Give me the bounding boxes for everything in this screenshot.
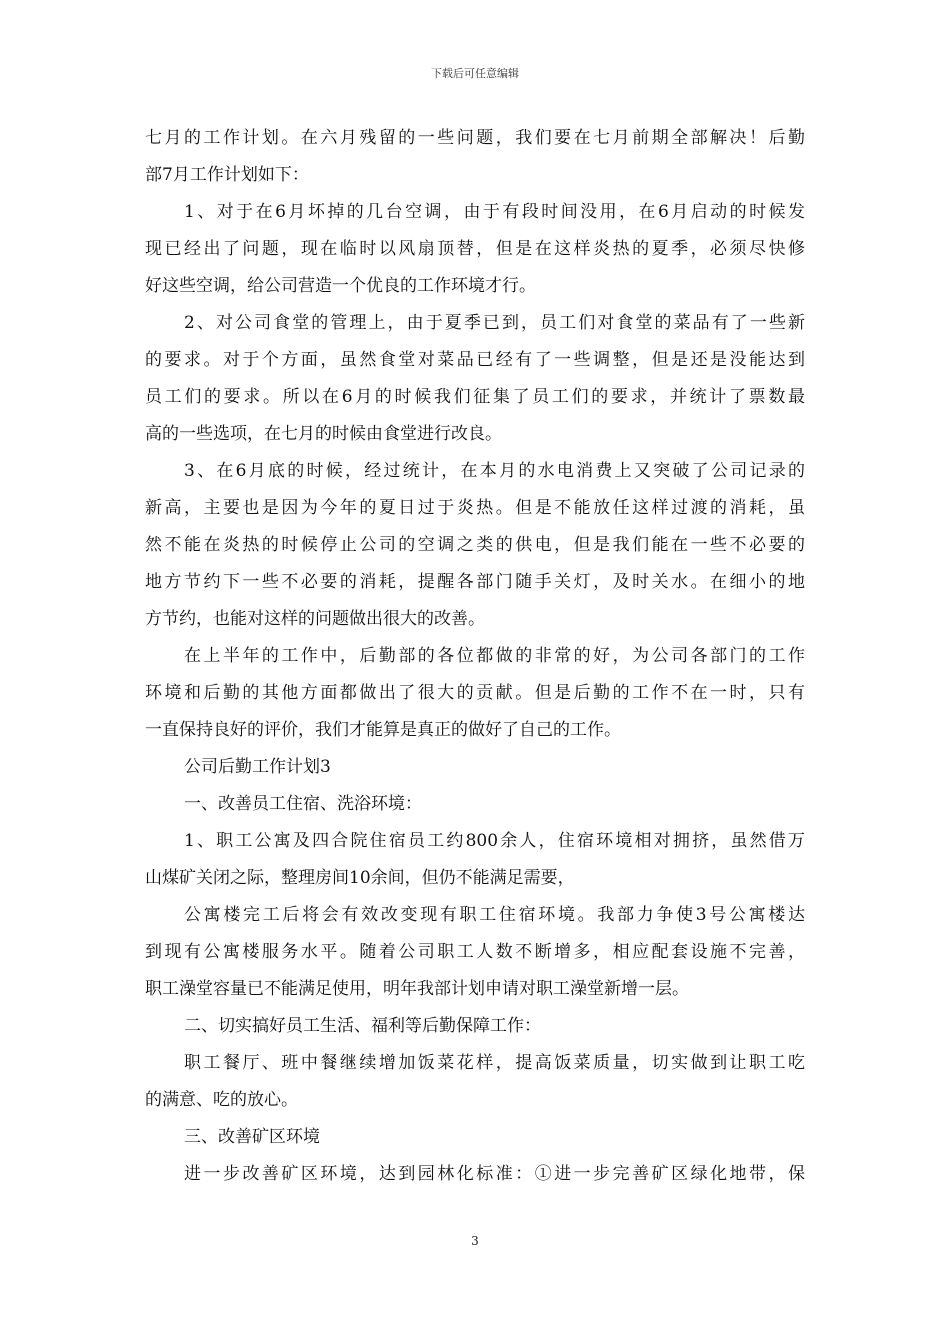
page-header: 下载后可任意编辑 xyxy=(431,67,519,80)
text-line: 方节约，也能对这样的问题做出很大的改善。 xyxy=(145,609,485,629)
text-line: 进一步改善矿区环境，达到园林化标准：①进一步完善矿区绿化地带，保 xyxy=(184,1164,805,1184)
text-line: 环境和后勤的其他方面都做出了很大的贡献。但是后勤的工作不在一时，只有 xyxy=(145,683,805,703)
text-line: 地方节约下一些不必要的消耗，提醒各部门随手关灯，及时关水。在细小的地 xyxy=(145,572,805,592)
text-line: 部7月工作计划如下： xyxy=(145,165,309,185)
text-line: 1、职工公寓及四合院住宿员工约800余人，住宿环境相对拥挤，虽然借万 xyxy=(184,831,805,851)
text-line: 山煤矿关闭之际，整理房间10余间，但仍不能满足需要， xyxy=(145,868,575,888)
text-line: 的满意、吃的放心。 xyxy=(145,1090,298,1110)
text-line: 然不能在炎热的时候停止公司的空调之类的供电，但是我们能在一些不必要的 xyxy=(145,535,805,555)
text-line: 的要求。对于个方面，虽然食堂对菜品已经有了一些调整，但是还是没能达到 xyxy=(145,350,805,370)
document-body xyxy=(145,120,805,1193)
text-line: 3、在6月底的时候，经过统计，在本月的水电消费上又突破了公司记录的 xyxy=(184,461,805,481)
text-line: 高的一些选项，在七月的时候由食堂进行改良。 xyxy=(145,424,502,444)
text-line: 员工们的要求。所以在6月的时候我们征集了员工们的要求，并统计了票数最 xyxy=(145,387,805,407)
text-line: 二、切实搞好员工生活、福利等后勤保障工作： xyxy=(184,1016,541,1036)
text-line: 2、对公司食堂的管理上，由于夏季已到，员工们对食堂的菜品有了一些新 xyxy=(184,313,805,333)
text-line: 好这些空调，给公司营造一个优良的工作环境才行。 xyxy=(145,276,536,296)
text-line: 在上半年的工作中，后勤部的各位都做的非常的好，为公司各部门的工作 xyxy=(184,646,805,666)
text-line: 三、改善矿区环境 xyxy=(184,1127,320,1147)
text-line: 1、对于在6月坏掉的几台空调，由于有段时间没用，在6月启动的时候发 xyxy=(184,202,805,222)
text-line: 新高，主要也是因为今年的夏日过于炎热。但是不能放任这样过渡的消耗，虽 xyxy=(145,498,805,518)
text-line: 公寓楼完工后将会有效改变现有职工住宿环境。我部力争使3号公寓楼达 xyxy=(184,905,805,925)
text-line: 职工澡堂容量已不能满足使用，明年我部计划申请对职工澡堂新增一层。 xyxy=(145,979,689,999)
page-number: 3 xyxy=(471,1234,479,1248)
text-line: 一、改善员工住宿、洗浴环境： xyxy=(184,794,422,814)
text-line: 现已经出了问题，现在临时以风扇顶替，但是在这样炎热的夏季，必须尽快修 xyxy=(145,239,805,259)
text-line: 公司后勤工作计划3 xyxy=(184,757,331,777)
text-line: 一直保持良好的评价，我们才能算是真正的做好了自己的工作。 xyxy=(145,720,621,740)
text-line: 职工餐厅、班中餐继续增加饭菜花样，提高饭菜质量，切实做到让职工吃 xyxy=(184,1053,805,1073)
text-line: 七月的工作计划。在六月残留的一些问题，我们要在七月前期全部解决！后勤 xyxy=(145,128,805,148)
text-line: 到现有公寓楼服务水平。随着公司职工人数不断增多，相应配套设施不完善， xyxy=(145,942,805,962)
